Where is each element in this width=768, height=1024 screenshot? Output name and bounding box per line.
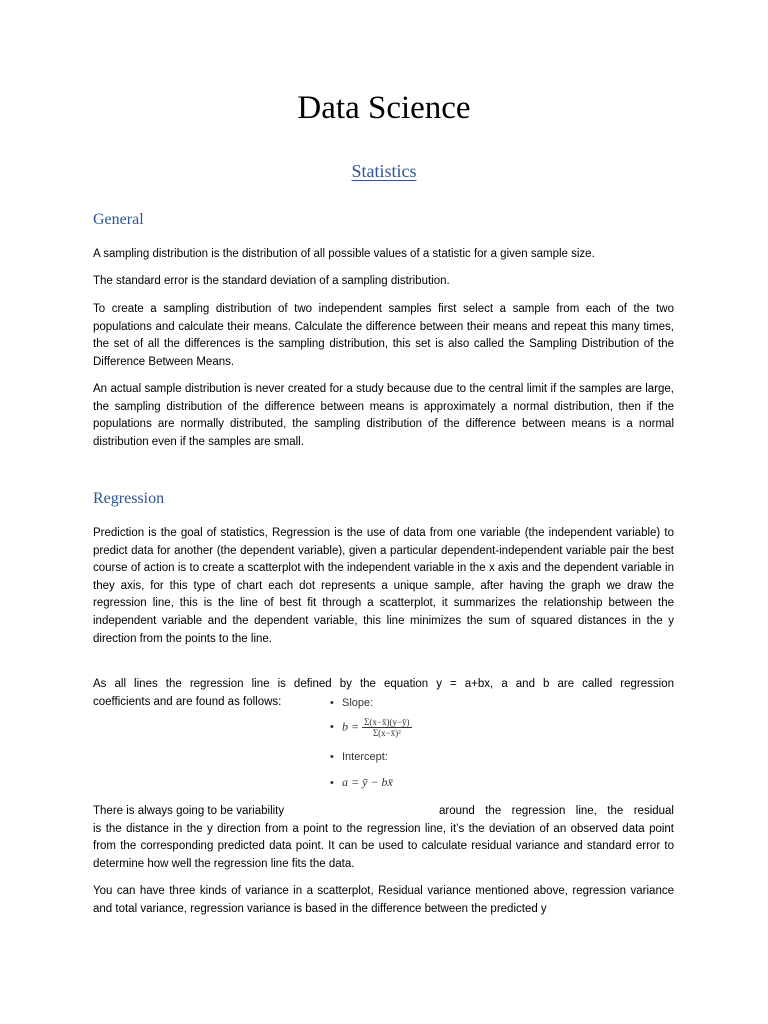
p3-start-text: There is always going to be variability [93,805,285,817]
intercept-label: Intercept: [342,751,388,763]
heading-general: General [93,211,144,228]
heading-regression: Regression [93,490,165,507]
general-paragraph-3: To create a sampling distribution of two independent samples first select a sample from each of the two populations and calculate their means. Calculate the difference between their means and repeat this many times, the set of all the differences is the sampling distribution, this set is also called the Sampling Distribution of the Difference Between Means. [93,303,674,368]
general-paragraph-4: An actual sample distribution is never created for a study because due to the central limit if the samples are large, the sampling distribution of the difference between means is approximately a normal distribution, then if the populations are normally distributed, the sampling distribution of the difference between means is a normal distribution even if the samples are small. [93,383,674,448]
intercept-equation: a = ȳ − bx̄ [342,775,393,789]
slope-formula [330,717,412,738]
intercept-formula [330,775,393,790]
general-paragraph-1: A sampling distribution is the distribution of all possible values of a statistic for a given sample size. [93,248,595,260]
slope-numerator: Σ(x−x̄)(y−ȳ) [364,717,410,727]
bullet-icon: • [330,751,334,763]
intercept-row [330,751,388,763]
regression-paragraph-2-line-1: As all lines the regression line is defined by the equation y = a+bx, a and b are called regression [93,678,674,690]
slope-denominator: Σ(x−x̄)² [372,728,401,738]
slope-label: Slope: [342,697,374,709]
slope-row [330,697,373,709]
document-subtitle [0,159,768,183]
regression-paragraph-1: Prediction is the goal of statistics, Regression is the use of data from one variable (the independent variable) to predict data for another (the dependent variable), given a particular dependent-independent variable pair the best course of action is to create a scatterplot with the independent variable in the x axis and the dependent variable in they axis, for this type of chart each dot represents a unique sample, after having the graph we draw the regression line, this is the line of best fit through a scatterplot, it summarizes the relationship between the independent variable and the dependent variable, this line minimizes the sum of squared distances in the y direction from the points to the line. [93,527,674,645]
regression-paragraph-3 [93,803,674,873]
regression-paragraph-3-line-1 [93,803,674,821]
bullet-icon: • [330,777,334,789]
document-title: Data Science [297,90,471,126]
regression-paragraph-4: You can have three kinds of variance in a scatterplot, Residual variance mentioned above, regression variance and total variance, regression variance is based in the difference between the predicted y [93,885,674,915]
regression-coefficient-formulas [330,697,440,795]
regression-paragraph-3-body: is the distance in the y direction from a point to the regression line, it’s the deviation of an observed data point from the corresponding predicted data point. It can be used to calculate residual variance and standard error to determine how well the regression line fits the data. [93,822,674,870]
slope-fraction [362,717,411,738]
subtitle-text: Statistics [351,161,417,181]
p3-line-1-rest: around the regression line, the residual [439,805,674,817]
bullet-icon: • [330,721,334,734]
bullet-icon: • [330,697,334,709]
slope-lhs: b = [342,719,360,734]
regression-paragraph-2-line-2: coefficients and are found as follows: [93,695,282,708]
general-paragraph-2: The standard error is the standard deviation of a sampling distribution. [93,275,450,287]
